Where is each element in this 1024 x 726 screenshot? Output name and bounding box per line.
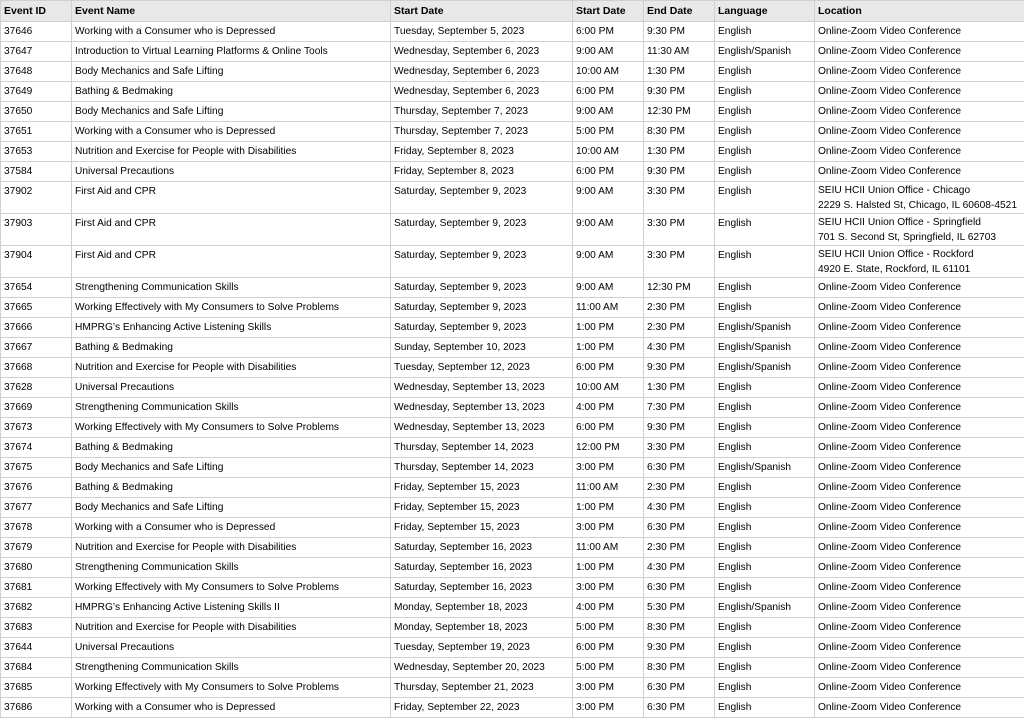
event-name-cell: Bathing & Bedmaking [72, 338, 391, 358]
location-cell: Online-Zoom Video Conference [815, 658, 1024, 678]
location-address: 701 S. Second St, Springfield, IL 62703 [818, 232, 997, 243]
language-cell: English [715, 378, 815, 398]
location-cell: Online-Zoom Video Conference [815, 498, 1024, 518]
event-id-cell: 37676 [1, 478, 72, 498]
start-date-cell: Friday, September 8, 2023 [391, 162, 573, 182]
event-id-cell: 37666 [1, 318, 72, 338]
start-time-cell: 6:00 PM [573, 162, 644, 182]
event-name-cell: Introduction to Virtual Learning Platforms & Online Tools [72, 42, 391, 62]
start-time-cell: 9:00 AM [573, 182, 644, 214]
end-time-cell: 4:30 PM [644, 558, 715, 578]
event-name-cell: Nutrition and Exercise for People with Disabilities [72, 538, 391, 558]
end-time-cell: 9:30 PM [644, 638, 715, 658]
language-cell: English [715, 418, 815, 438]
location-cell: Online-Zoom Video Conference [815, 338, 1024, 358]
event-name-cell: Strengthening Communication Skills [72, 398, 391, 418]
start-time-cell: 10:00 AM [573, 62, 644, 82]
event-name-cell: Working Effectively with My Consumers to Solve Problems [72, 578, 391, 598]
location-cell: Online-Zoom Video Conference [815, 438, 1024, 458]
language-cell: English/Spanish [715, 358, 815, 378]
event-id-cell: 37677 [1, 498, 72, 518]
event-id-cell: 37681 [1, 578, 72, 598]
language-cell: English [715, 62, 815, 82]
start-date-cell: Thursday, September 21, 2023 [391, 678, 573, 698]
language-cell: English [715, 246, 815, 278]
start-time-cell: 3:00 PM [573, 518, 644, 538]
event-name-cell: HMPRG’s Enhancing Active Listening Skills [72, 318, 391, 338]
table-row [1, 82, 1024, 102]
event-id-cell: 37646 [1, 22, 72, 42]
table-row [1, 558, 1024, 578]
end-time-cell: 7:30 PM [644, 398, 715, 418]
end-time-cell: 6:30 PM [644, 458, 715, 478]
event-name-cell: Nutrition and Exercise for People with Disabilities [72, 358, 391, 378]
language-cell: English [715, 538, 815, 558]
start-date-cell: Saturday, September 9, 2023 [391, 246, 573, 278]
event-id-cell: 37686 [1, 698, 72, 718]
event-id-cell: 37674 [1, 438, 72, 458]
table-row [1, 498, 1024, 518]
table-row [1, 618, 1024, 638]
start-date-cell: Wednesday, September 6, 2023 [391, 82, 573, 102]
start-date-cell: Wednesday, September 6, 2023 [391, 62, 573, 82]
header-language: Language [715, 1, 815, 22]
event-name-cell: Working Effectively with My Consumers to Solve Problems [72, 418, 391, 438]
start-time-cell: 11:00 AM [573, 478, 644, 498]
start-time-cell: 5:00 PM [573, 658, 644, 678]
end-time-cell: 2:30 PM [644, 298, 715, 318]
language-cell: English [715, 698, 815, 718]
location-address: 4920 E. State, Rockford, IL 61101 [818, 264, 971, 275]
table-row [1, 22, 1024, 42]
event-id-cell: 37647 [1, 42, 72, 62]
start-time-cell: 9:00 AM [573, 278, 644, 298]
event-id-cell: 37682 [1, 598, 72, 618]
start-time-cell: 9:00 AM [573, 246, 644, 278]
language-cell: English [715, 478, 815, 498]
table-row [1, 278, 1024, 298]
start-date-cell: Saturday, September 16, 2023 [391, 558, 573, 578]
location-name: SEIU HCII Union Office - Chicago [818, 185, 971, 196]
location-cell: Online-Zoom Video Conference [815, 42, 1024, 62]
language-cell: English [715, 518, 815, 538]
event-id-cell: 37675 [1, 458, 72, 478]
table-row [1, 438, 1024, 458]
table-row [1, 638, 1024, 658]
location-cell: Online-Zoom Video Conference [815, 518, 1024, 538]
table-row [1, 42, 1024, 62]
table-row [1, 318, 1024, 338]
table-row [1, 298, 1024, 318]
start-date-cell: Wednesday, September 13, 2023 [391, 418, 573, 438]
end-time-cell: 8:30 PM [644, 618, 715, 638]
event-name-cell: Strengthening Communication Skills [72, 658, 391, 678]
location-cell: Online-Zoom Video Conference [815, 638, 1024, 658]
header-row [1, 1, 1024, 22]
table-row [1, 62, 1024, 82]
location-cell: Online-Zoom Video Conference [815, 22, 1024, 42]
start-time-cell: 3:00 PM [573, 678, 644, 698]
location-cell [815, 182, 1024, 214]
start-time-cell: 12:00 PM [573, 438, 644, 458]
event-id-cell: 37903 [1, 214, 72, 246]
start-date-cell: Friday, September 15, 2023 [391, 518, 573, 538]
event-name-cell: Nutrition and Exercise for People with Disabilities [72, 618, 391, 638]
end-time-cell: 3:30 PM [644, 438, 715, 458]
location-cell: Online-Zoom Video Conference [815, 598, 1024, 618]
start-time-cell: 4:00 PM [573, 598, 644, 618]
table-row [1, 598, 1024, 618]
start-time-cell: 5:00 PM [573, 618, 644, 638]
table-row [1, 398, 1024, 418]
event-name-cell: Body Mechanics and Safe Lifting [72, 102, 391, 122]
location-cell: Online-Zoom Video Conference [815, 162, 1024, 182]
table-row [1, 478, 1024, 498]
location-cell: Online-Zoom Video Conference [815, 62, 1024, 82]
start-time-cell: 6:00 PM [573, 638, 644, 658]
table-row [1, 214, 1024, 246]
language-cell: English [715, 162, 815, 182]
event-name-cell: Working with a Consumer who is Depressed [72, 518, 391, 538]
location-cell: Online-Zoom Video Conference [815, 142, 1024, 162]
language-cell: English [715, 618, 815, 638]
location-cell: Online-Zoom Video Conference [815, 298, 1024, 318]
event-name-cell: Working Effectively with My Consumers to Solve Problems [72, 298, 391, 318]
table-row [1, 518, 1024, 538]
table-row [1, 246, 1024, 278]
event-name-cell: Body Mechanics and Safe Lifting [72, 498, 391, 518]
start-date-cell: Wednesday, September 6, 2023 [391, 42, 573, 62]
end-time-cell: 9:30 PM [644, 418, 715, 438]
header-event-name: Event Name [72, 1, 391, 22]
start-date-cell: Saturday, September 9, 2023 [391, 182, 573, 214]
location-cell: Online-Zoom Video Conference [815, 678, 1024, 698]
event-id-cell: 37678 [1, 518, 72, 538]
event-name-cell: Working with a Consumer who is Depressed [72, 698, 391, 718]
table-row [1, 142, 1024, 162]
table-row [1, 378, 1024, 398]
table-row [1, 418, 1024, 438]
start-time-cell: 6:00 PM [573, 358, 644, 378]
event-id-cell: 37651 [1, 122, 72, 142]
event-name-cell: Universal Precautions [72, 378, 391, 398]
location-cell: Online-Zoom Video Conference [815, 278, 1024, 298]
start-time-cell: 11:00 AM [573, 298, 644, 318]
table-row [1, 162, 1024, 182]
start-time-cell: 9:00 AM [573, 214, 644, 246]
language-cell: English/Spanish [715, 598, 815, 618]
start-date-cell: Tuesday, September 5, 2023 [391, 22, 573, 42]
end-time-cell: 3:30 PM [644, 214, 715, 246]
end-time-cell: 1:30 PM [644, 378, 715, 398]
start-date-cell: Friday, September 15, 2023 [391, 498, 573, 518]
start-date-cell: Thursday, September 7, 2023 [391, 122, 573, 142]
table-row [1, 458, 1024, 478]
event-id-cell: 37628 [1, 378, 72, 398]
table-row [1, 182, 1024, 214]
event-id-cell: 37650 [1, 102, 72, 122]
start-time-cell: 11:00 AM [573, 538, 644, 558]
start-date-cell: Tuesday, September 19, 2023 [391, 638, 573, 658]
end-time-cell: 2:30 PM [644, 538, 715, 558]
start-date-cell: Friday, September 8, 2023 [391, 142, 573, 162]
header-start-date: Start Date [391, 1, 573, 22]
header-location: Location [815, 1, 1024, 22]
event-id-cell: 37668 [1, 358, 72, 378]
end-time-cell: 12:30 PM [644, 278, 715, 298]
event-id-cell: 37683 [1, 618, 72, 638]
language-cell: English [715, 638, 815, 658]
table-row [1, 658, 1024, 678]
language-cell: English [715, 142, 815, 162]
language-cell: English [715, 438, 815, 458]
event-name-cell: Bathing & Bedmaking [72, 438, 391, 458]
location-cell: Online-Zoom Video Conference [815, 318, 1024, 338]
event-id-cell: 37667 [1, 338, 72, 358]
start-date-cell: Friday, September 15, 2023 [391, 478, 573, 498]
language-cell: English/Spanish [715, 458, 815, 478]
location-cell [815, 214, 1024, 246]
location-cell: Online-Zoom Video Conference [815, 538, 1024, 558]
end-time-cell: 4:30 PM [644, 338, 715, 358]
event-id-cell: 37679 [1, 538, 72, 558]
event-name-cell: First Aid and CPR [72, 182, 391, 214]
location-cell: Online-Zoom Video Conference [815, 578, 1024, 598]
start-date-cell: Sunday, September 10, 2023 [391, 338, 573, 358]
event-name-cell: Body Mechanics and Safe Lifting [72, 458, 391, 478]
language-cell: English/Spanish [715, 42, 815, 62]
location-cell: Online-Zoom Video Conference [815, 478, 1024, 498]
language-cell: English [715, 122, 815, 142]
end-time-cell: 6:30 PM [644, 578, 715, 598]
language-cell: English [715, 102, 815, 122]
location-cell: Online-Zoom Video Conference [815, 82, 1024, 102]
location-cell: Online-Zoom Video Conference [815, 102, 1024, 122]
start-date-cell: Wednesday, September 20, 2023 [391, 658, 573, 678]
language-cell: English [715, 214, 815, 246]
event-name-cell: Universal Precautions [72, 638, 391, 658]
end-time-cell: 12:30 PM [644, 102, 715, 122]
start-time-cell: 3:00 PM [573, 698, 644, 718]
end-time-cell: 3:30 PM [644, 182, 715, 214]
event-name-cell: Working with a Consumer who is Depressed [72, 122, 391, 142]
event-id-cell: 37648 [1, 62, 72, 82]
event-name-cell: Bathing & Bedmaking [72, 478, 391, 498]
table-row [1, 698, 1024, 718]
event-name-cell: Body Mechanics and Safe Lifting [72, 62, 391, 82]
language-cell: English [715, 22, 815, 42]
location-cell: Online-Zoom Video Conference [815, 458, 1024, 478]
language-cell: English/Spanish [715, 338, 815, 358]
event-name-cell: HMPRG’s Enhancing Active Listening Skills II [72, 598, 391, 618]
event-id-cell: 37685 [1, 678, 72, 698]
event-id-cell: 37680 [1, 558, 72, 578]
start-date-cell: Saturday, September 16, 2023 [391, 538, 573, 558]
location-name: SEIU HCII Union Office - Rockford [818, 249, 974, 260]
end-time-cell: 9:30 PM [644, 358, 715, 378]
start-date-cell: Saturday, September 9, 2023 [391, 278, 573, 298]
start-date-cell: Saturday, September 9, 2023 [391, 298, 573, 318]
event-name-cell: First Aid and CPR [72, 246, 391, 278]
language-cell: English [715, 278, 815, 298]
end-time-cell: 1:30 PM [644, 62, 715, 82]
start-time-cell: 1:00 PM [573, 498, 644, 518]
language-cell: English/Spanish [715, 318, 815, 338]
start-time-cell: 3:00 PM [573, 578, 644, 598]
end-time-cell: 9:30 PM [644, 22, 715, 42]
location-cell: Online-Zoom Video Conference [815, 698, 1024, 718]
event-name-cell: Nutrition and Exercise for People with Disabilities [72, 142, 391, 162]
start-time-cell: 9:00 AM [573, 42, 644, 62]
event-id-cell: 37684 [1, 658, 72, 678]
language-cell: English [715, 498, 815, 518]
start-date-cell: Thursday, September 14, 2023 [391, 458, 573, 478]
header-start-time: Start Date [573, 1, 644, 22]
event-id-cell: 37665 [1, 298, 72, 318]
end-time-cell: 9:30 PM [644, 82, 715, 102]
event-id-cell: 37644 [1, 638, 72, 658]
start-time-cell: 1:00 PM [573, 558, 644, 578]
start-time-cell: 3:00 PM [573, 458, 644, 478]
location-cell [815, 246, 1024, 278]
start-time-cell: 4:00 PM [573, 398, 644, 418]
start-time-cell: 1:00 PM [573, 318, 644, 338]
event-id-cell: 37673 [1, 418, 72, 438]
event-name-cell: Bathing & Bedmaking [72, 82, 391, 102]
table-row [1, 538, 1024, 558]
end-time-cell: 2:30 PM [644, 318, 715, 338]
end-time-cell: 11:30 AM [644, 42, 715, 62]
event-id-cell: 37669 [1, 398, 72, 418]
table-row [1, 102, 1024, 122]
event-name-cell: Strengthening Communication Skills [72, 278, 391, 298]
table-body [1, 22, 1024, 718]
start-date-cell: Saturday, September 16, 2023 [391, 578, 573, 598]
language-cell: English [715, 82, 815, 102]
end-time-cell: 8:30 PM [644, 658, 715, 678]
location-cell: Online-Zoom Video Conference [815, 398, 1024, 418]
table-row [1, 358, 1024, 378]
end-time-cell: 8:30 PM [644, 122, 715, 142]
event-id-cell: 37902 [1, 182, 72, 214]
location-cell: Online-Zoom Video Conference [815, 558, 1024, 578]
start-date-cell: Thursday, September 14, 2023 [391, 438, 573, 458]
location-address: 2229 S. Halsted St, Chicago, IL 60608-4521 [818, 200, 1017, 211]
event-id-cell: 37904 [1, 246, 72, 278]
event-name-cell: Working with a Consumer who is Depressed [72, 22, 391, 42]
start-date-cell: Monday, September 18, 2023 [391, 598, 573, 618]
location-cell: Online-Zoom Video Conference [815, 418, 1024, 438]
start-time-cell: 10:00 AM [573, 142, 644, 162]
language-cell: English [715, 398, 815, 418]
end-time-cell: 6:30 PM [644, 698, 715, 718]
start-time-cell: 6:00 PM [573, 22, 644, 42]
header-end-date: End Date [644, 1, 715, 22]
end-time-cell: 6:30 PM [644, 518, 715, 538]
start-time-cell: 6:00 PM [573, 82, 644, 102]
location-cell: Online-Zoom Video Conference [815, 618, 1024, 638]
event-id-cell: 37654 [1, 278, 72, 298]
start-date-cell: Wednesday, September 13, 2023 [391, 378, 573, 398]
language-cell: English [715, 678, 815, 698]
location-cell: Online-Zoom Video Conference [815, 122, 1024, 142]
language-cell: English [715, 182, 815, 214]
location-cell: Online-Zoom Video Conference [815, 358, 1024, 378]
event-id-cell: 37584 [1, 162, 72, 182]
start-date-cell: Wednesday, September 13, 2023 [391, 398, 573, 418]
table-header [1, 1, 1024, 22]
end-time-cell: 6:30 PM [644, 678, 715, 698]
event-name-cell: Strengthening Communication Skills [72, 558, 391, 578]
start-date-cell: Saturday, September 9, 2023 [391, 318, 573, 338]
header-event-id: Event ID [1, 1, 72, 22]
start-date-cell: Tuesday, September 12, 2023 [391, 358, 573, 378]
language-cell: English [715, 578, 815, 598]
event-name-cell: First Aid and CPR [72, 214, 391, 246]
start-date-cell: Thursday, September 7, 2023 [391, 102, 573, 122]
event-id-cell: 37649 [1, 82, 72, 102]
start-date-cell: Monday, September 18, 2023 [391, 618, 573, 638]
end-time-cell: 3:30 PM [644, 246, 715, 278]
language-cell: English [715, 558, 815, 578]
end-time-cell: 9:30 PM [644, 162, 715, 182]
table-row [1, 122, 1024, 142]
event-name-cell: Working Effectively with My Consumers to Solve Problems [72, 678, 391, 698]
location-name: SEIU HCII Union Office - Springfield [818, 217, 981, 228]
end-time-cell: 1:30 PM [644, 142, 715, 162]
location-cell: Online-Zoom Video Conference [815, 378, 1024, 398]
table-row [1, 678, 1024, 698]
language-cell: English [715, 658, 815, 678]
start-date-cell: Friday, September 22, 2023 [391, 698, 573, 718]
table-row [1, 578, 1024, 598]
event-id-cell: 37653 [1, 142, 72, 162]
start-date-cell: Saturday, September 9, 2023 [391, 214, 573, 246]
event-name-cell: Universal Precautions [72, 162, 391, 182]
table-row [1, 338, 1024, 358]
language-cell: English [715, 298, 815, 318]
end-time-cell: 5:30 PM [644, 598, 715, 618]
start-time-cell: 5:00 PM [573, 122, 644, 142]
start-time-cell: 1:00 PM [573, 338, 644, 358]
start-time-cell: 6:00 PM [573, 418, 644, 438]
start-time-cell: 9:00 AM [573, 102, 644, 122]
start-time-cell: 10:00 AM [573, 378, 644, 398]
end-time-cell: 4:30 PM [644, 498, 715, 518]
end-time-cell: 2:30 PM [644, 478, 715, 498]
